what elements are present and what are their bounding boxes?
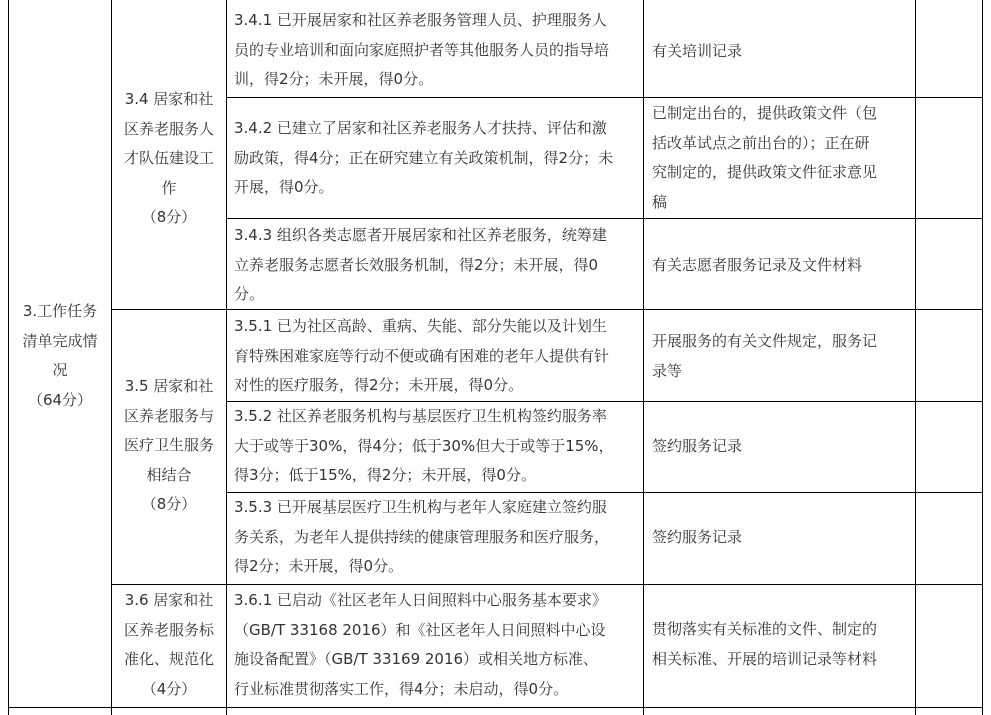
category-cell xyxy=(9,297,111,415)
materials-line: 录等 xyxy=(652,361,683,380)
group-line: 3.4 居家和社 xyxy=(124,90,214,108)
criteria-line: 3.4.1 已开展居家和社区养老服务管理人员、护理服务人 xyxy=(234,11,607,29)
materials-cell-3-5-2 xyxy=(644,432,915,462)
group-line: 准化、规范化 xyxy=(123,650,214,669)
criteria-line: 立养老服务志愿者长效服务机制，得2分；未开展，得0 xyxy=(234,255,599,274)
criteria-line: （GB/T 33168 2016）和《社区老年人日间照料中心设 xyxy=(234,620,606,639)
grid-line xyxy=(226,218,983,219)
materials-line: 签约服务记录 xyxy=(652,437,743,455)
group-line: 医疗卫生服务 xyxy=(123,436,214,455)
group-line: 区养老服务与 xyxy=(123,406,214,425)
materials-line: 究制定的，提供政策文件征求意见 xyxy=(652,163,878,182)
criteria-line: 施设备配置》（GB/T 33169 2016）或相关地方标准、 xyxy=(234,650,599,669)
criteria-line: 训，得2分；未开展，得0分。 xyxy=(234,70,434,89)
group-line: 3.5 居家和社 xyxy=(124,377,214,395)
materials-cell-3-5-3 xyxy=(644,523,915,553)
materials-line: 贯彻落实有关标准的文件、制定的 xyxy=(652,620,878,638)
grid-line xyxy=(111,584,983,585)
criteria-line: 3.4.3 组织各类志愿者开展居家和社区养老服务，统筹建 xyxy=(234,226,607,244)
criteria-line: 3.5.1 已为社区高龄、重病、失能、部分失能以及计划生 xyxy=(234,317,607,335)
category-line: （64分） xyxy=(27,390,93,409)
category-line: 况 xyxy=(52,361,68,380)
criteria-cell-3-4-2 xyxy=(227,114,643,203)
materials-line: 已制定出台的，提供政策文件（包 xyxy=(652,104,878,122)
criteria-cell-3-4-1 xyxy=(227,6,643,95)
group-line: 作 xyxy=(161,178,177,197)
materials-cell-3-5-1 xyxy=(644,327,915,386)
category-line: 清单完成情 xyxy=(22,331,98,350)
criteria-line: 3.6.1 已启动《社区老年人日间照料中心服务基本要求》 xyxy=(234,591,607,609)
materials-cell-3-4-1 xyxy=(644,37,915,67)
group-line: 3.6 居家和社 xyxy=(124,591,214,609)
group-line: 区养老服务标 xyxy=(123,620,214,639)
criteria-cell-3-5-2 xyxy=(227,402,643,491)
criteria-line: 员的专业培训和面向家庭照护者等其他服务人员的指导培 xyxy=(234,40,610,59)
criteria-line: 大于或等于30%，得4分；低于30%但大于或等于15%， xyxy=(234,436,614,455)
grid-line xyxy=(8,707,983,708)
criteria-line: 育特殊困难家庭等行动不便或确有困难的老年人提供有针 xyxy=(234,346,610,365)
criteria-line: 3.5.3 已开展基层医疗卫生机构与老年人家庭建立签约服 xyxy=(234,498,607,516)
criteria-line: 务关系，为老年人提供持续的健康管理服务和医疗服务， xyxy=(234,527,610,546)
group-line: （4分） xyxy=(141,679,197,698)
grid-line xyxy=(915,0,916,715)
criteria-cell-3-4-3 xyxy=(227,221,643,310)
group-line: 区养老服务人 xyxy=(123,119,214,138)
materials-line: 相关标准、开展的培训记录等材料 xyxy=(652,649,878,668)
criteria-line: 行业标准贯彻落实工作，得4分；未启动，得0分。 xyxy=(234,679,569,698)
category-line: 3.工作任务 xyxy=(22,302,98,320)
group-line: （8分） xyxy=(141,208,197,227)
materials-line: 有关志愿者服务记录及文件材料 xyxy=(652,256,863,274)
materials-line: 签约服务记录 xyxy=(652,528,743,546)
grid-line xyxy=(226,97,983,98)
criteria-cell-3-6-1 xyxy=(227,586,643,704)
group-line: 相结合 xyxy=(146,465,192,484)
materials-cell-3-4-3 xyxy=(644,251,915,281)
criteria-cell-3-5-3 xyxy=(227,493,643,582)
materials-line: 开展服务的有关文件规定，服务记 xyxy=(652,332,878,350)
materials-line: 括改革试点之前出台的）；正在研 xyxy=(652,133,870,152)
criteria-line: 开展，得0分。 xyxy=(234,178,334,197)
criteria-line: 得2分；未开展，得0分。 xyxy=(234,557,404,576)
materials-cell-3-4-2 xyxy=(644,99,915,217)
criteria-line: 分。 xyxy=(234,285,265,304)
criteria-line: 3.4.2 已建立了居家和社区养老服务人才扶持、评估和激 xyxy=(234,119,607,137)
group-cell-3-4 xyxy=(112,85,226,233)
criteria-cell-3-5-1 xyxy=(227,312,643,401)
materials-cell-3-6-1 xyxy=(644,615,915,674)
criteria-line: 得3分；低于15%，得2分；未开展，得0分。 xyxy=(234,466,536,485)
materials-line: 稿 xyxy=(652,192,668,211)
grid-line xyxy=(982,0,983,715)
materials-line: 有关培训记录 xyxy=(652,42,743,60)
group-line: 才队伍建设工 xyxy=(123,149,214,168)
group-cell-3-6 xyxy=(112,586,226,704)
group-cell-3-5 xyxy=(112,372,226,520)
criteria-line: 励政策，得4分；正在研究建立有关政策机制，得2分；未 xyxy=(234,148,614,167)
criteria-line: 对性的医疗服务，得2分；未开展，得0分。 xyxy=(234,376,524,395)
group-line: （8分） xyxy=(141,495,197,514)
criteria-line: 3.5.2 社区养老服务机构与基层医疗卫生机构签约服务率 xyxy=(234,407,607,425)
